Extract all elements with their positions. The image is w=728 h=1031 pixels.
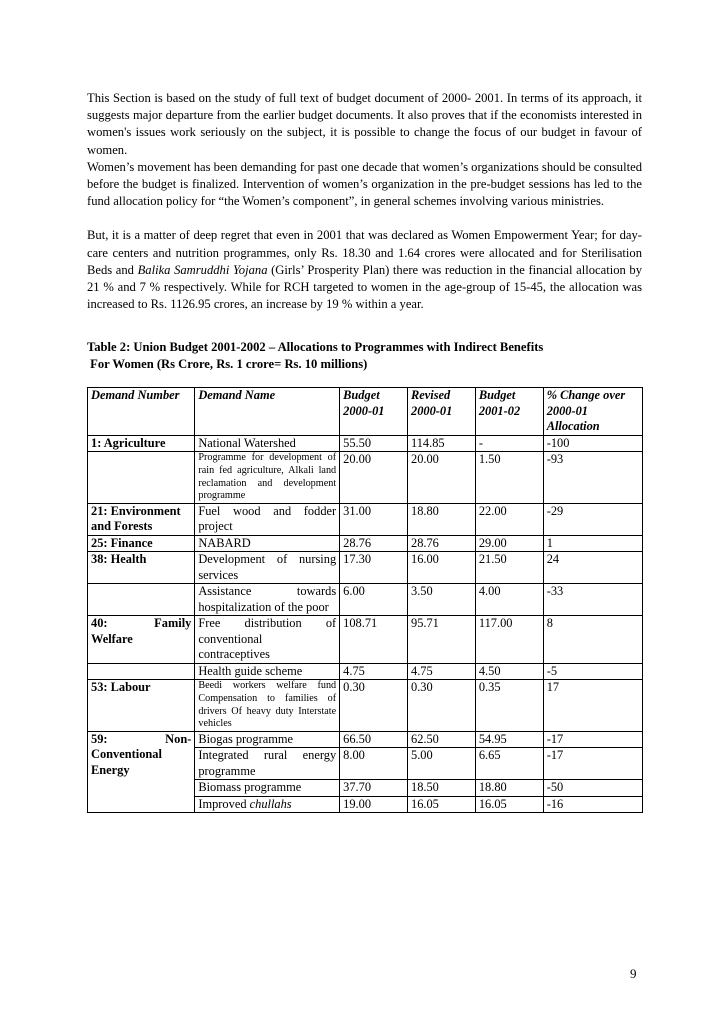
demand-number: 59: Non-Conventional Energy [88,731,195,813]
demand-name [195,796,340,813]
header-budget-2000-01: Budget 2000-01 [340,388,408,436]
budget-2000-01: 55.50 [340,435,408,452]
percent-change: -17 [543,748,642,780]
budget-2000-01: 0.30 [340,680,408,731]
percent-change: -33 [543,584,642,616]
demand-number: 40: Family Welfare [88,616,195,664]
table-caption-line-2: For Women (Rs Crore, Rs. 1 crore= Rs. 10 millions) [87,357,368,372]
table-row [88,435,643,452]
demand-name: Programme for development of rain fed agriculture, Alkali land reclamation and development programme [195,452,340,503]
percent-change: 17 [543,680,642,731]
page-number: 9 [630,966,637,981]
percent-change: -93 [543,452,642,503]
demand-number: 1: Agriculture [88,435,195,452]
demand-number [88,452,195,503]
demand-name: Free distribution of conventional contraceptives [195,616,340,664]
budget-2001-02: 4.50 [475,663,543,680]
page-content [87,90,642,813]
p3-italic: Balika Samruddhi Yojana [137,262,268,277]
budget-2000-01: 28.76 [340,535,408,552]
budget-2001-02: 1.50 [475,452,543,503]
intro-paragraph-3 [87,227,642,313]
demand-name-text: Improved [198,796,250,811]
table-row [88,452,643,503]
revised-2000-01: 3.50 [408,584,476,616]
p3-text-a: But, it is a matter of deep regret that even in 2001 that was declared as Women Empowerment Year; for day-care centers and nutrition programmes, only Rs. 18.30 and 1.64 crores were allocated and for Sterilisation Beds and [87,228,642,277]
demand-name: Integrated rural energy programme [195,748,340,780]
demand-number [88,584,195,616]
header-demand-name: Demand Name [195,388,340,436]
budget-2001-02: 21.50 [475,552,543,584]
demand-name-italic: chullahs [249,796,292,811]
revised-2000-01: 5.00 [408,748,476,780]
budget-2001-02: 6.65 [475,748,543,780]
header-budget-2001-02: Budget 2001-02 [475,388,543,436]
budget-2000-01: 8.00 [340,748,408,780]
revised-2000-01: 62.50 [408,731,476,748]
budget-2000-01: 37.70 [340,780,408,797]
intro-paragraph-2: Women’s movement has been demanding for past one decade that women’s organizations should be consulted before the budget is finalized. Intervention of women’s organization in the pre-budget sessions has led to the fund allocation policy for “the Women’s component”, in general schemes involving various ministries. [87,159,642,209]
revised-2000-01: 20.00 [408,452,476,503]
demand-number: 53: Labour [88,680,195,731]
budget-2001-02: 16.05 [475,796,543,813]
demand-number [88,663,195,680]
table-caption-line-1: Table 2: Union Budget 2001-2002 – Allocations to Programmes with Indirect Benefits [87,340,544,355]
revised-2000-01: 95.71 [408,616,476,664]
percent-change: -50 [543,780,642,797]
budget-2000-01: 4.75 [340,663,408,680]
table-row [88,584,643,616]
revised-2000-01: 0.30 [408,680,476,731]
budget-2000-01: 108.71 [340,616,408,664]
revised-2000-01: 4.75 [408,663,476,680]
budget-2000-01: 19.00 [340,796,408,813]
revised-2000-01: 18.50 [408,780,476,797]
revised-2000-01: 114.85 [408,435,476,452]
budget-2000-01: 6.00 [340,584,408,616]
revised-2000-01: 28.76 [408,535,476,552]
budget-2001-02: 18.80 [475,780,543,797]
demand-number: 25: Finance [88,535,195,552]
intro-paragraph-1: This Section is based on the study of full text of budget document of 2000- 2001. In terms of its approach, it suggests major departure from the earlier budget documents. It also proves that if the economists interested in women's issues work seriously on the subject, it is possible to change the focus of our budget in favour of women. [87,91,642,157]
budget-2000-01: 17.30 [340,552,408,584]
header-demand-number: Demand Number [88,388,195,436]
demand-name: Fuel wood and fodder project [195,503,340,535]
budget-2001-02: 29.00 [475,535,543,552]
table-row [88,535,643,552]
demand-name: Beedi workers welfare fund Compensation to families of drivers Of heavy duty Interstate vehicles [195,680,340,731]
demand-name: NABARD [195,535,340,552]
revised-2000-01: 18.80 [408,503,476,535]
revised-2000-01: 16.00 [408,552,476,584]
demand-number: 21: Environment and Forests [88,503,195,535]
budget-2001-02: 117.00 [475,616,543,664]
table-header-row [88,388,643,436]
demand-name: National Watershed [195,435,340,452]
budget-2000-01: 20.00 [340,452,408,503]
budget-2001-02: - [475,435,543,452]
budget-2000-01: 31.00 [340,503,408,535]
demand-name: Development of nursing services [195,552,340,584]
revised-2000-01: 16.05 [408,796,476,813]
demand-name: Biomass programme [195,780,340,797]
percent-change: -5 [543,663,642,680]
allocation-table [87,387,643,813]
p3-text-b: (Girls’ Prosperity Plan) there was reduction in the financial allocation by 21 % and 7 % respectively. While for RCH targeted to women in the age-group of 15-45, the allocation was increased to Rs. 1126.95 crores, an increase by 19 % within a year. [87,262,642,312]
demand-name: Biogas programme [195,731,340,748]
header-percent-change: % Change over 2000-01 Allocation [543,388,642,436]
table-row [88,680,643,731]
percent-change: 8 [543,616,642,664]
demand-number: 38: Health [88,552,195,584]
percent-change: -16 [543,796,642,813]
table-row [88,616,643,664]
budget-2001-02: 54.95 [475,731,543,748]
percent-change: -29 [543,503,642,535]
table-row [88,731,643,748]
percent-change: -17 [543,731,642,748]
percent-change: 24 [543,552,642,584]
header-revised-2000-01: Revised 2000-01 [408,388,476,436]
percent-change: -100 [543,435,642,452]
budget-2001-02: 4.00 [475,584,543,616]
budget-2001-02: 0.35 [475,680,543,731]
table-row [88,503,643,535]
table-row [88,663,643,680]
percent-change: 1 [543,535,642,552]
table-row [88,552,643,584]
demand-name: Assistance towards hospitalization of the poor [195,584,340,616]
demand-name: Health guide scheme [195,663,340,680]
budget-2001-02: 22.00 [475,503,543,535]
budget-2000-01: 66.50 [340,731,408,748]
